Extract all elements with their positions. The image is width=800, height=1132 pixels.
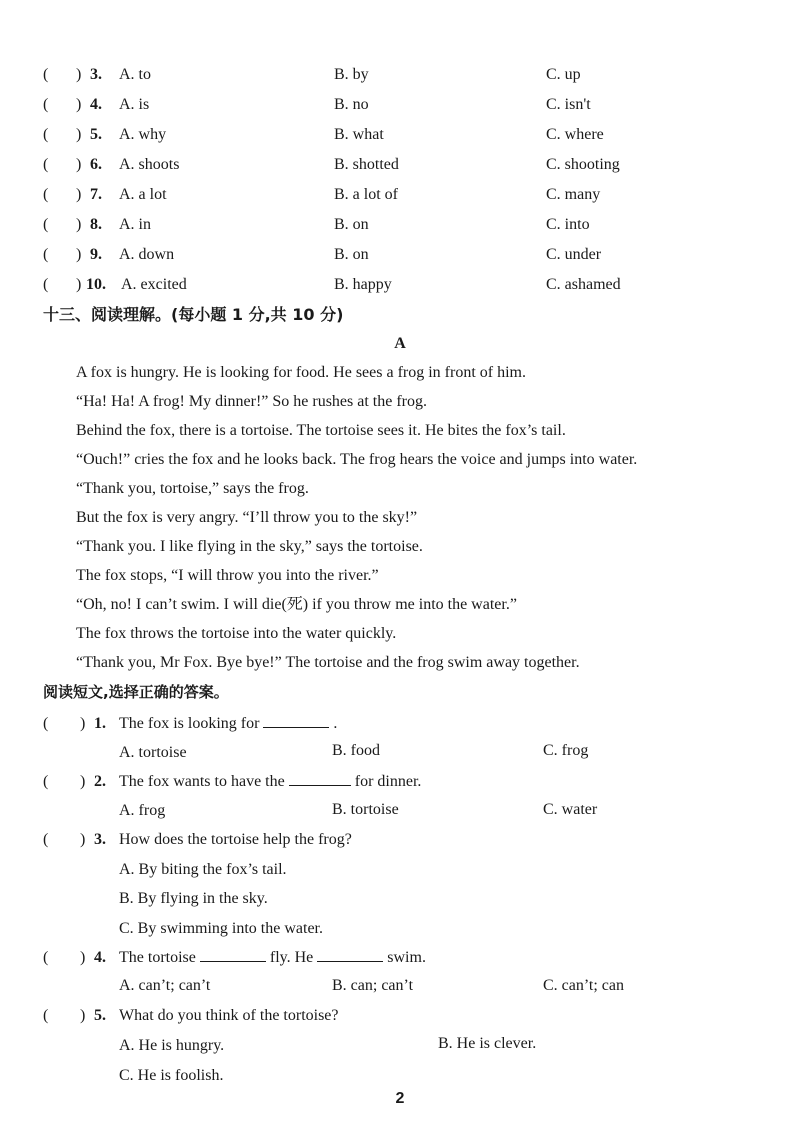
question-number: 6.: [90, 156, 102, 173]
question-number: 4.: [90, 96, 102, 113]
question-number: 3.: [94, 831, 106, 848]
answer-paren-close: ): [80, 715, 86, 732]
passage-line: Behind the fox, there is a tortoise. The tortoise sees it. He bites the fox’s tail.: [76, 422, 566, 439]
option-c: C. shooting: [546, 156, 620, 173]
option-a: A. frog: [119, 802, 166, 819]
option-c: C. He is foolish.: [119, 1067, 224, 1084]
answer-paren-close: ): [76, 96, 82, 113]
answer-paren-open[interactable]: (: [43, 186, 49, 203]
passage-line: “Thank you, tortoise,” says the frog.: [76, 480, 309, 497]
answer-paren-close: ): [80, 1007, 86, 1024]
option-b: B. can; can’t: [332, 977, 414, 994]
option-b: B. By flying in the sky.: [119, 890, 268, 907]
choice-row-4: [0, 90, 800, 120]
answer-paren-open[interactable]: (: [43, 773, 49, 790]
question-number: 5.: [94, 1007, 106, 1024]
passage-line: “Thank you. I like flying in the sky,” says the tortoise.: [76, 538, 423, 555]
option-a: A. to: [119, 66, 151, 83]
option-a: A. shoots: [119, 156, 180, 173]
option-c: C. under: [546, 246, 602, 263]
option-a: A. can’t; can’t: [119, 977, 211, 994]
answer-paren-open[interactable]: (: [43, 126, 49, 143]
option-b: B. by: [334, 66, 369, 83]
answer-blank[interactable]: [200, 943, 266, 962]
option-a: A. down: [119, 246, 175, 263]
option-c: C. can’t; can: [543, 977, 625, 994]
option-a: A. is: [119, 96, 150, 113]
answer-paren-open[interactable]: (: [43, 96, 49, 113]
answer-paren-close: ): [80, 773, 86, 790]
choice-row-5: [0, 120, 800, 150]
passage-line: “Ouch!” cries the fox and he looks back. The frog hears the voice and jumps into water.: [76, 451, 638, 468]
passage-line: A fox is hungry. He is looking for food. He sees a frog in front of him.: [76, 364, 526, 381]
answer-blank[interactable]: [289, 767, 351, 786]
question-number: 1.: [94, 715, 106, 732]
option-c: C. where: [546, 126, 604, 143]
choice-row-3: [0, 60, 800, 90]
answer-paren-open[interactable]: (: [43, 276, 49, 293]
answer-paren-close: ): [76, 186, 82, 203]
option-b: B. what: [334, 126, 384, 143]
stem-text: .: [333, 715, 338, 732]
option-c: C. into: [546, 216, 590, 233]
option-b: B. food: [332, 742, 380, 759]
question-stem: What do you think of the tortoise?: [119, 1007, 339, 1024]
choice-row-9: [0, 240, 800, 270]
passage-line: But the fox is very angry. “I’ll throw you to the sky!”: [76, 509, 418, 526]
option-b: B. on: [334, 216, 369, 233]
question-number: 5.: [90, 126, 102, 143]
option-b: B. shotted: [334, 156, 399, 173]
question-number: 2.: [94, 773, 106, 790]
passage-line: The fox stops, “I will throw you into the river.”: [76, 567, 379, 584]
answer-paren-close: ): [76, 276, 82, 293]
option-b: B. tortoise: [332, 801, 399, 818]
option-b: B. on: [334, 246, 369, 263]
option-a: A. why: [119, 126, 167, 143]
answer-paren-open[interactable]: (: [43, 216, 49, 233]
stem-text: The fox wants to have the: [119, 773, 285, 790]
stem-text: for dinner.: [354, 773, 422, 790]
answer-paren-close: ): [80, 831, 86, 848]
question-stem: How does the tortoise help the frog?: [119, 831, 352, 848]
choice-row-10: [0, 270, 800, 300]
option-a: A. excited: [121, 276, 187, 293]
choice-row-8: [0, 210, 800, 240]
question-number: 9.: [90, 246, 102, 263]
option-c: C. many: [546, 186, 601, 203]
option-a: A. in: [119, 216, 151, 233]
answer-paren-close: ): [76, 216, 82, 233]
option-c: C. up: [546, 66, 581, 83]
answer-blank[interactable]: [263, 709, 329, 728]
question-stem: [119, 709, 337, 739]
choice-row-6: [0, 150, 800, 180]
answer-paren-close: ): [76, 126, 82, 143]
option-c: C. ashamed: [546, 276, 621, 293]
answer-paren-open[interactable]: (: [43, 246, 49, 263]
stem-text: swim.: [387, 949, 426, 966]
option-b: B. He is clever.: [438, 1035, 537, 1052]
section-title: 十三、阅读理解。(每小题 1 分,共 10 分): [43, 305, 344, 324]
answer-paren-open[interactable]: (: [43, 156, 49, 173]
option-c: C. By swimming into the water.: [119, 920, 323, 937]
option-c: C. isn't: [546, 96, 591, 113]
stem-text: The fox is looking for: [119, 715, 260, 732]
option-a: A. By biting the fox’s tail.: [119, 861, 287, 878]
question-number: 10.: [86, 276, 106, 293]
option-a: A. tortoise: [119, 744, 187, 761]
question-number: 4.: [94, 949, 106, 966]
question-number: 7.: [90, 186, 102, 203]
choice-row-7: [0, 180, 800, 210]
option-c: C. water: [543, 801, 598, 818]
passage-line: “Oh, no! I can’t swim. I will die(死) if you throw me into the water.”: [76, 596, 517, 613]
question-stem: [119, 767, 421, 797]
answer-paren-close: ): [76, 66, 82, 83]
answer-paren-open[interactable]: (: [43, 949, 49, 966]
question-stem: [119, 943, 426, 973]
stem-text: The tortoise: [119, 949, 196, 966]
answer-blank[interactable]: [317, 943, 383, 962]
page-number: 2: [395, 1090, 405, 1107]
answer-paren-open[interactable]: (: [43, 715, 49, 732]
passage-line: The fox throws the tortoise into the water quickly.: [76, 625, 397, 642]
question-number: 8.: [90, 216, 102, 233]
option-a: A. a lot: [119, 186, 167, 203]
answer-paren-close: ): [76, 246, 82, 263]
question-number: 3.: [90, 66, 102, 83]
option-a: A. He is hungry.: [119, 1037, 225, 1054]
option-c: C. frog: [543, 742, 589, 759]
passage-line: “Thank you, Mr Fox. Bye bye!” The tortoise and the frog swim away together.: [76, 654, 580, 671]
answer-paren-close: ): [80, 949, 86, 966]
option-b: B. a lot of: [334, 186, 398, 203]
passage-line: “Ha! Ha! A frog! My dinner!” So he rushes at the frog.: [76, 393, 428, 410]
instruction: 阅读短文,选择正确的答案。: [43, 683, 229, 701]
answer-paren-open[interactable]: (: [43, 831, 49, 848]
answer-paren-open[interactable]: (: [43, 1007, 49, 1024]
answer-paren-close: ): [76, 156, 82, 173]
passage-label: A: [394, 335, 406, 352]
option-b: B. happy: [334, 276, 392, 293]
option-b: B. no: [334, 96, 369, 113]
stem-text: fly. He: [269, 949, 314, 966]
answer-paren-open[interactable]: (: [43, 66, 49, 83]
